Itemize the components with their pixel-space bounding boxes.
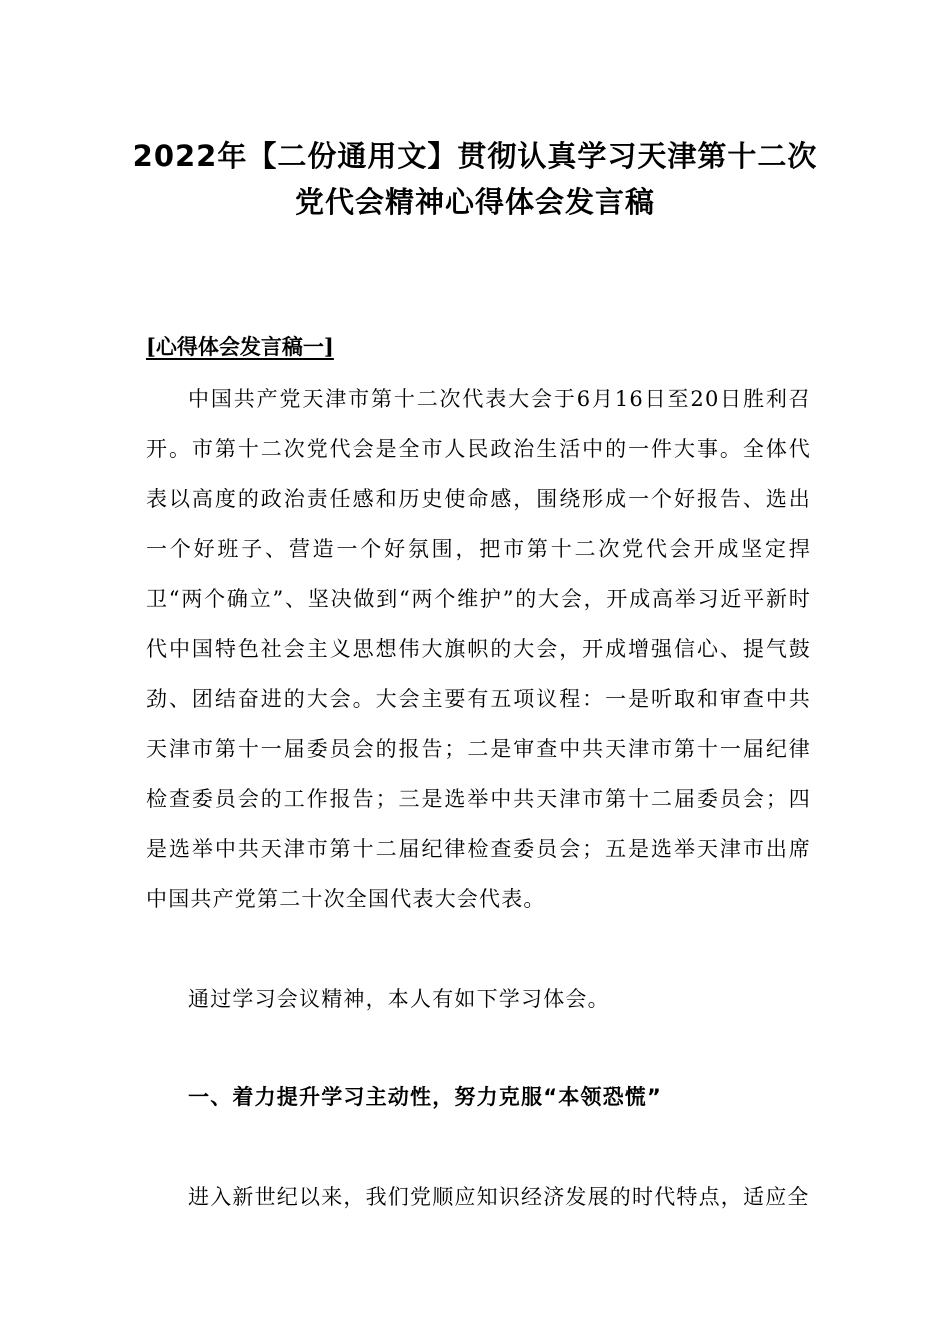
paragraph-2: 通过学习会议精神，本人有如下学习体会。: [188, 987, 610, 1011]
paragraph-3: 进入新世纪以来，我们党顺应知识经济发展的时代特点，适应全: [188, 1185, 810, 1209]
paragraph-1: 中国共产党天津市第十二次代表大会于6月16日至20日胜利召开。市第十二次党代会是全市人民政治生活中的一件大事。全体代表以高度的政治责任感和历史使命感，围绕形成一个好报告、选出一个好班子、营造一个好氛围，把市第十二次党代会开成坚定捍卫“两个确立”、坚决做到“两个维护”的大会，开成高举习近平新时代中国特色社会主义思想伟大旗帜的大会，开成增强信心、提气鼓劲、团结奋进的大会。大会主要有五项议程：一是听取和审查中共天津市第十一届委员会的报告；二是审查中共天津市第十一届纪律检查委员会的工作报告；三是选举中共天津市第十二届委员会；四是选举中共天津市第十二届纪律检查委员会；五是选举天津市出席中国共产党第二十次全国代表大会代表。: [146, 387, 811, 911]
section-heading-1: 一、着力提升学习主动性，努力克服“本领恐慌”: [188, 1085, 663, 1109]
document-title-line-2: 党代会精神心得体会发言稿: [294, 185, 655, 219]
section-label: [心得体会发言稿一]: [146, 334, 334, 359]
document-title-line-1: 2022年【二份通用文】贯彻认真学习天津第十二次: [132, 139, 818, 173]
